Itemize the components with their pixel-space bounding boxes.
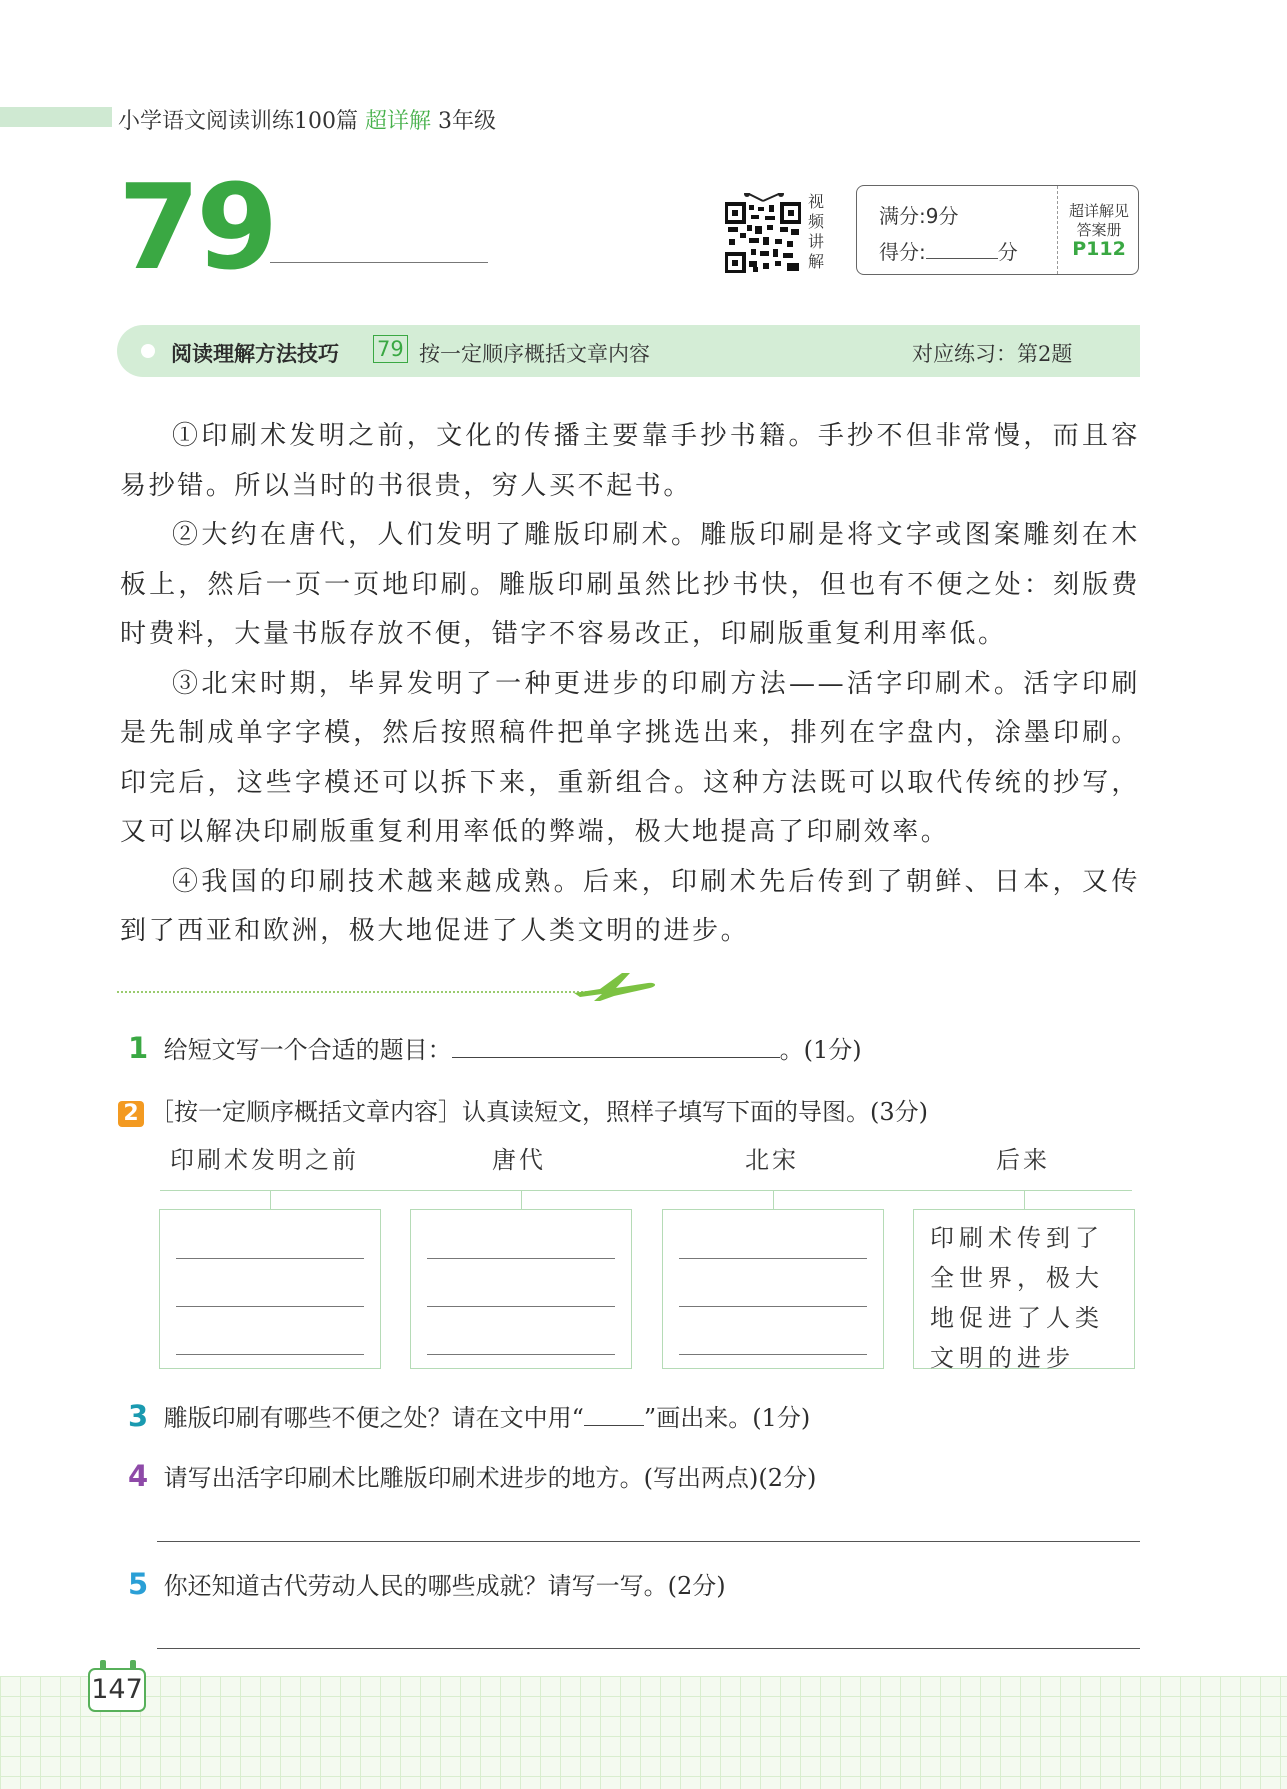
mindmap-label: 北宋	[745, 1146, 799, 1174]
book-grade: 3年级	[438, 109, 497, 134]
practice-reference: 对应练习：第2题	[912, 342, 1073, 366]
score-blank[interactable]	[926, 240, 998, 259]
lesson-title-blank	[270, 262, 488, 263]
full-score: 满分:9分	[879, 204, 959, 228]
mindmap-connector	[1024, 1190, 1025, 1209]
mindmap-example-box	[913, 1209, 1135, 1372]
score-field[interactable]: 得分: 分	[879, 240, 1018, 264]
answer-page: P112	[1072, 238, 1126, 260]
mindmap-timeline	[160, 1190, 1132, 1191]
method-number: 79	[373, 335, 408, 363]
question-number: 1	[128, 1031, 149, 1065]
mindmap-connector	[521, 1190, 522, 1209]
mindmap-connector	[270, 1190, 271, 1209]
score-box	[856, 185, 1139, 275]
footer-grid-background	[0, 1676, 1287, 1789]
method-banner	[117, 325, 1140, 377]
book-title: 小学语文阅读训练100篇	[118, 109, 358, 134]
question-number: 4	[128, 1459, 149, 1493]
paragraph-1: ①印刷术发明之前，文化的传播主要靠手抄书籍。手抄不但非常慢，而且容易抄错。所以当时的书很贵，穷人买不起书。	[120, 421, 1140, 501]
qr-video-label: 视 频 讲 解	[808, 192, 825, 271]
book-highlight: 超详解	[365, 109, 432, 134]
airplane-icon	[570, 963, 660, 1003]
mindmap-connector	[773, 1190, 774, 1209]
header-accent-bar	[0, 107, 112, 127]
mindmap-answer-box[interactable]	[159, 1209, 381, 1369]
answer-line[interactable]	[157, 1648, 1140, 1649]
qr-code-icon[interactable]	[725, 193, 801, 273]
paragraph-2: ②大约在唐代，人们发明了雕版印刷术。雕版印刷是将文字或图案雕刻在木板上，然后一页一页地印刷。雕版印刷虽然比抄书快，但也有不便之处：刻版费时费料，大量书版存放不便，错字不容易改正，印刷版重复利用率低。	[120, 520, 1140, 649]
reading-passage	[120, 412, 1140, 957]
underline-sample	[584, 1405, 644, 1426]
question-number: 3	[128, 1399, 149, 1433]
mindmap-label: 唐代	[492, 1146, 546, 1174]
paragraph-4: ④我国的印刷技术越来越成熟。后来，印刷术先后传到了朝鲜、日本，又传到了西亚和欧洲，极大地促进了人类文明的进步。	[120, 866, 1140, 946]
mindmap-label: 印刷术发明之前	[170, 1146, 359, 1174]
question-2: 2 ［按一定顺序概括文章内容］认真读短文，照样子填写下面的导图。(3分)	[118, 1092, 928, 1127]
method-description: 按一定顺序概括文章内容	[419, 342, 650, 366]
question-4: 4 请写出活字印刷术比雕版印刷术进步的地方。(写出两点)(2分)	[128, 1459, 817, 1493]
question-1: 1 给短文写一个合适的题目： 。(1分)	[128, 1031, 862, 1065]
lesson-number: 79	[118, 158, 275, 296]
mindmap-answer-box[interactable]	[662, 1209, 884, 1369]
question-5: 5 你还知道古代劳动人民的哪些成就？请写一写。(2分)	[128, 1567, 726, 1601]
question-number: 5	[128, 1567, 149, 1601]
answer-reference: 超详解见 答案册 P112	[1061, 202, 1137, 259]
mindmap-label: 后来	[996, 1146, 1050, 1174]
paragraph-3: ③北宋时期，毕昇发明了一种更进步的印刷方法——活字印刷术。活字印刷是先制成单字字模，然后按照稿件把单字挑选出来，排列在字盘内，涂墨印刷。印完后，这些字模还可以拆下来，重新组合。这种方法既可以取代传统的抄写，又可以解决印刷版重复利用率低的弊端，极大地提高了印刷效率。	[120, 668, 1140, 847]
score-divider	[1057, 186, 1058, 274]
section-divider	[117, 991, 587, 993]
question-number: 2	[118, 1101, 144, 1127]
mindmap-answer-box[interactable]	[410, 1209, 632, 1369]
title-answer-blank[interactable]	[452, 1037, 780, 1058]
bullet-dot-icon	[141, 344, 155, 358]
book-header	[118, 104, 496, 135]
question-3: 3 雕版印刷有哪些不便之处？请在文中用“ ”画出来。(1分)	[128, 1399, 811, 1433]
answer-line[interactable]	[157, 1541, 1140, 1542]
page-number: 147	[88, 1668, 146, 1712]
method-title: 阅读理解方法技巧	[171, 342, 339, 366]
mindmap-example-text: 印刷术传到了全世界，极大地促进了人类文明的进步	[930, 1224, 1104, 1372]
